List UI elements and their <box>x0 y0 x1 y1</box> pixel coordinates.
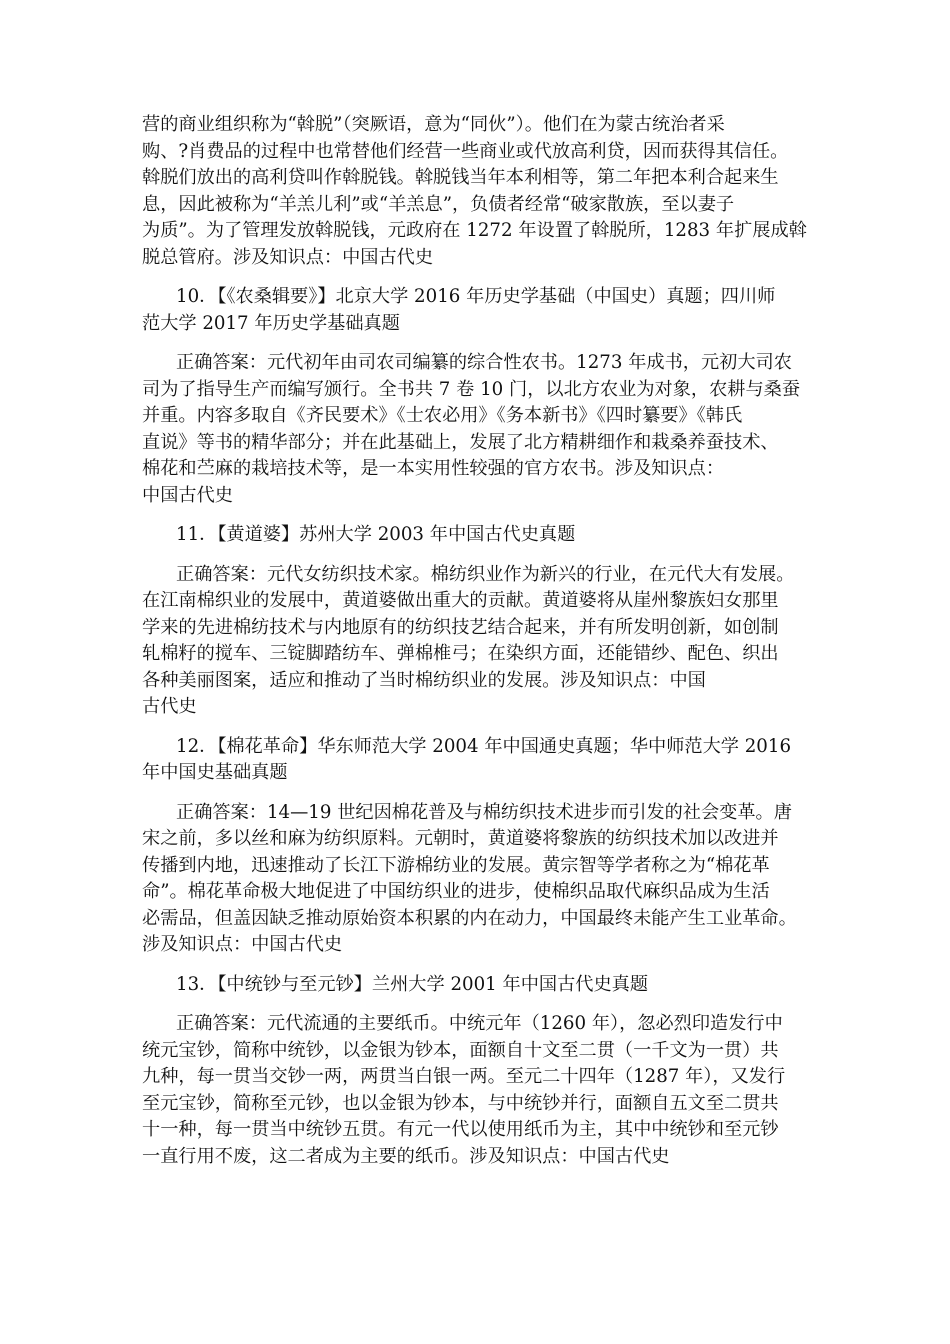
text-line: 范大学 2017 年历史学基础真题 <box>142 312 400 334</box>
text-line: 学来的先进棉纺技术与内地原有的纺织技艺结合起来，并有所发明创新，如创制 <box>142 616 779 638</box>
text-line: 涉及知识点：中国古代史 <box>142 934 343 955</box>
question-12-answer <box>142 800 832 959</box>
text-line: 正确答案：元代女纺织技术家。棉纺织业作为新兴的行业，在元代大有发展。 <box>176 563 795 585</box>
question-11-answer <box>142 562 832 721</box>
text-line: 正确答案：元代初年由司农司编纂的综合性农书。1273 年成书，元初大司农 <box>176 352 792 373</box>
text-line: 斡脱们放出的高利贷叫作斡脱钱。斡脱钱当年本利相等，第二年把本利合起来生 <box>142 167 779 188</box>
text-line: 宋之前，多以丝和麻为纺织原料。元朝时，黄道婆将黎族的纺织技术加以改进并 <box>142 828 779 849</box>
text-line: 年中国史基础真题 <box>142 762 288 783</box>
question-13-answer <box>142 1011 832 1170</box>
question-10-answer <box>142 350 832 509</box>
question-13-heading <box>142 972 832 999</box>
text-line: 九种，每一贯当交钞一两，两贯当白银一两。至元二十四年（1287 年），又发行 <box>142 1066 786 1087</box>
text-line: 11．【黄道婆】苏州大学 2003 年中国古代史真题 <box>176 524 576 545</box>
text-line: 统元宝钞，简称中统钞，以金银为钞本，面额自十文至二贯（一千文为一贯）共 <box>142 1039 779 1061</box>
text-line: 正确答案：14—19 世纪因棉花普及与棉纺织技术进步而引发的社会变革。唐 <box>176 801 792 823</box>
text-line: 棉花和苎麻的栽培技术等，是一本实用性较强的官方农书。涉及知识点： <box>142 458 725 479</box>
text-line: 轧棉籽的搅车、三锭脚踏纺车、弹棉椎弓；在染织方面，还能错纱、配色、织出 <box>142 643 779 664</box>
text-line: 12．【棉花革命】华东师范大学 2004 年中国通史真题；华中师范大学 2016 <box>176 735 792 757</box>
text-line: 购、?肖费品的过程中也常替他们经营一些商业或代放高利贷，因而获得其信任。 <box>142 140 789 162</box>
text-line: 营的商业组织称为“斡脱”（突厥语，意为“同伙”）。他们在为蒙古统治者采 <box>142 114 725 135</box>
document-page <box>142 112 832 1170</box>
text-line: 传播到内地，迅速推动了长江下游棉纺业的发展。黄宗智等学者称之为“棉花革 <box>142 854 770 876</box>
text-line: 为质”。为了管理发放斡脱钱，元政府在 1272 年设置了斡脱所，1283 年扩展成斡 <box>142 220 807 241</box>
text-line: 中国古代史 <box>142 484 233 506</box>
intro-paragraph <box>142 112 832 271</box>
text-line: 必需品，但盖因缺乏推动原始资本积累的内在动力，中国最终未能产生工业革命。 <box>142 907 797 929</box>
text-line: 司为了指导生产而编写颁行。全书共 7 卷 10 门，以北方农业为对象，农耕与桑蚕 <box>142 378 801 400</box>
text-line: 命”。棉花革命极大地促进了中国纺织业的进步，使棉织品取代麻织品成为生活 <box>142 881 770 902</box>
question-11-heading <box>142 522 832 549</box>
text-line: 在江南棉织业的发展中，黄道婆做出重大的贡献。黄道婆将从崖州黎族妇女那里 <box>142 590 779 611</box>
question-12-heading <box>142 734 832 787</box>
question-10-heading <box>142 284 832 337</box>
text-line: 并重。内容多取自《齐民要术》《士农必用》《务本新书》《四时纂要》《韩氏 <box>142 405 743 426</box>
text-line: 正确答案：元代流通的主要纸币。中统元年（1260 年），忽必烈印造发行中 <box>176 1013 783 1034</box>
text-line: 直说》等书的精华部分；并在此基础上，发展了北方精耕细作和栽桑养蚕技术、 <box>142 431 779 453</box>
text-line: 13．【中统钞与至元钞】兰州大学 2001 年中国古代史真题 <box>176 973 649 995</box>
text-line: 一直行用不废，这二者成为主要的纸币。涉及知识点：中国古代史 <box>142 1145 670 1167</box>
text-line: 至元宝钞，简称至元钞，也以金银为钞本，与中统钞并行，面额自五文至二贯共 <box>142 1092 779 1114</box>
text-line: 各种美丽图案，适应和推动了当时棉纺织业的发展。涉及知识点：中国 <box>142 669 706 691</box>
text-line: 十一种，每一贯当中统钞五贯。有元一代以使用纸币为主，其中中统钞和至元钞 <box>142 1119 779 1140</box>
text-line: 古代史 <box>142 696 197 717</box>
text-line: 息，因此被称为“羊羔儿利”或“羊羔息”，负债者经常“破家散族，至以妻子 <box>142 193 735 215</box>
text-line: 10．【《农桑辑要》】北京大学 2016 年历史学基础（中国史）真题；四川师 <box>176 286 776 307</box>
text-line: 脱总管府。涉及知识点：中国古代史 <box>142 246 434 268</box>
